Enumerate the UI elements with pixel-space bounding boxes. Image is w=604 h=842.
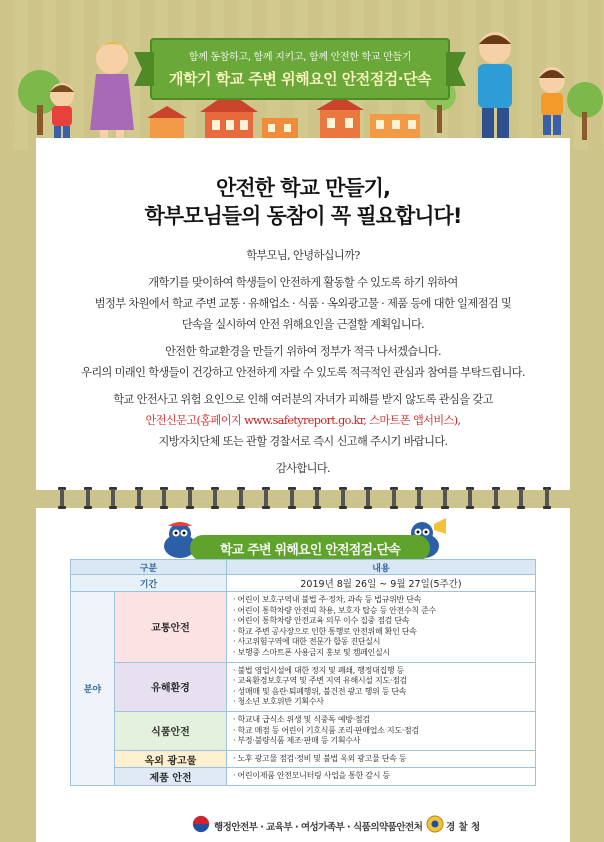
table-header-row <box>71 560 536 575</box>
list-item: · 불법 영업시설에 대한 정지 및 폐쇄, 행정대집행 등 <box>233 665 404 675</box>
binder-ring <box>441 487 449 509</box>
list-item: · 성매매 및 음란·퇴폐행위, 불건전 광고 행위 등 단속 <box>233 686 407 696</box>
banner-subtitle: 함께 동참하고, 함께 지키고, 함께 안전한 학교 만들기 <box>188 52 412 63</box>
items-traffic-safety <box>227 592 536 663</box>
table-row-traffic <box>71 592 536 663</box>
binder-ring <box>288 487 296 509</box>
binder-ring <box>364 487 372 509</box>
headline-line-1: 안전한 학교 만들기, <box>216 176 390 200</box>
paragraph-2-line-1: 안전한 학교환경을 만들기 위하여 정부가 적극 나서겠습니다. <box>165 345 441 358</box>
items-outdoor-ads <box>227 750 536 768</box>
binder-ring <box>543 487 551 509</box>
paragraph-1-line-3: 단속을 실시하여 안전 위해요인을 근절할 계획입니다. <box>181 318 425 331</box>
table-row-harmful-environment <box>71 662 536 711</box>
list-item: · 교육환경보호구역 및 주변 지역 유해시설 지도·점검 <box>233 676 407 686</box>
table-row-period <box>71 575 536 592</box>
header-category: 구분 <box>71 560 227 575</box>
table-row-outdoor-ads <box>71 750 536 768</box>
government-emblem-icon <box>192 815 210 833</box>
safety-report-link-text[interactable]: 안전신문고(홈페이지 www.safetyreport.go.kr, 스마트폰 앱서비스), <box>145 414 461 427</box>
list-item: · 학교 주변 공사장으로 인한 통행로 안전위해 확인 단속 <box>233 626 417 636</box>
list-item: · 노후 광고물 점검·정비 및 불법 옥외 광고물 단속 등 <box>233 753 407 763</box>
category-harmful-environment: 유해환경 <box>115 662 227 711</box>
section-title: 학교 주변 위해요인 안전점검·단속 <box>220 543 400 558</box>
paragraph-1-line-2: 범정부 차원에서 학교 주변 교통 · 유해업소 · 식품 · 옥외광고물 · 제품 등에 대한 일제점검 및 <box>94 297 512 310</box>
binder-ring <box>517 487 525 509</box>
list-item: · 학교 매점 등 어린이 기호식품 조리·판매업소 지도·점검 <box>233 725 419 735</box>
headline-line-2: 학부모님들의 동참이 꼭 필요합니다! <box>144 204 462 228</box>
inspection-table <box>70 559 536 786</box>
category-traffic-safety: 교통안전 <box>115 592 227 663</box>
table-row-product-safety <box>71 768 536 786</box>
greeting-text: 학부모님, 안녕하십니까? <box>246 249 360 262</box>
police-emblem-icon <box>426 815 444 833</box>
items-food-safety <box>227 711 536 750</box>
paragraph-1-line-1: 개학기를 맞이하여 학생들이 안전하게 활동할 수 있도록 하기 위하여 <box>148 276 458 289</box>
binder-ring <box>84 487 92 509</box>
list-item: · 학교내 급식소 위생 및 식중독 예방·점검 <box>233 714 370 724</box>
paragraph-3-line-3: 지방자치단체 또는 관할 경찰서로 즉시 신고해 주시기 바랍니다. <box>158 435 448 448</box>
paragraph-3-line-1: 학교 안전사고 위험 요인으로 인해 여러분의 자녀가 피해를 받지 않도록 관심을 갖고 <box>113 393 493 406</box>
father-illustration <box>478 32 512 142</box>
binder-ring <box>339 487 347 509</box>
list-item: · 보행중 스마트폰 사용금지 홍보 및 캠페인실시 <box>233 647 390 657</box>
binder-ring <box>415 487 423 509</box>
list-item: · 청소년 보호위반 기획수사 <box>233 697 324 707</box>
child-left-illustration <box>50 83 74 140</box>
closing-text: 감사합니다. <box>276 462 330 475</box>
header-content: 내용 <box>227 560 536 575</box>
category-product-safety: 제품 안전 <box>115 768 227 786</box>
items-harmful-environment <box>227 662 536 711</box>
footer-agencies: 행정안전부 · 교육부 · 여성가족부 · 식품의약품안전처 <box>214 822 423 833</box>
binder-ring <box>211 487 219 509</box>
list-item: · 어린이 보호구역내 불법 주·정차, 과속 등 법규위반 단속 <box>233 595 422 604</box>
period-value: 2019년 8월 26일 ~ 9월 27일(5주간) <box>227 575 536 592</box>
table-row-food-safety <box>71 711 536 750</box>
field-label: 분야 <box>71 592 115 786</box>
binder-ring <box>492 487 500 509</box>
list-item: · 사고위험구역에 대한 전문가 합동 진단실시 <box>233 637 381 647</box>
category-outdoor-ads: 옥외 광고물 <box>115 750 227 768</box>
mother-illustration <box>90 42 134 145</box>
binder-ring <box>186 487 194 509</box>
paragraph-2-line-2: 우리의 미래인 학생들이 건강하고 안전하게 자랄 수 있도록 적극적인 관심과 참여를 부탁드립니다. <box>81 366 525 379</box>
binder-ring <box>390 487 398 509</box>
binder-ring <box>160 487 168 509</box>
binder-ring <box>109 487 117 509</box>
footer-police: 경 찰 청 <box>446 822 481 833</box>
header-banner-area <box>0 0 604 150</box>
footer <box>36 806 570 842</box>
binder-ring <box>58 487 66 509</box>
banner-title: 개학기 학교 주변 위해요인 안전점검·단속 <box>169 70 431 88</box>
title-banner <box>150 38 450 100</box>
list-item: · 어린이 통학차량 안전띠 착용, 보호자 탑승 등 안전수칙 준수 <box>233 605 436 615</box>
list-item: · 어린이제품 안전모니터링 사업을 통한 감시 등 <box>233 771 390 781</box>
binder-rings <box>36 487 570 511</box>
category-food-safety: 식품안전 <box>115 711 227 750</box>
period-label: 기간 <box>71 575 227 592</box>
list-item: · 어린이 통학차량 안전교육 의무 이수 집중 점검 단속 <box>233 616 410 626</box>
list-item: · 부정·불량식품 제조·판매 등 기획수사 <box>233 736 361 746</box>
child-right-illustration <box>539 67 565 135</box>
binder-ring <box>466 487 474 509</box>
binder-ring <box>313 487 321 509</box>
binder-ring <box>135 487 143 509</box>
binder-ring <box>237 487 245 509</box>
binder-ring <box>262 487 270 509</box>
items-product-safety <box>227 768 536 786</box>
